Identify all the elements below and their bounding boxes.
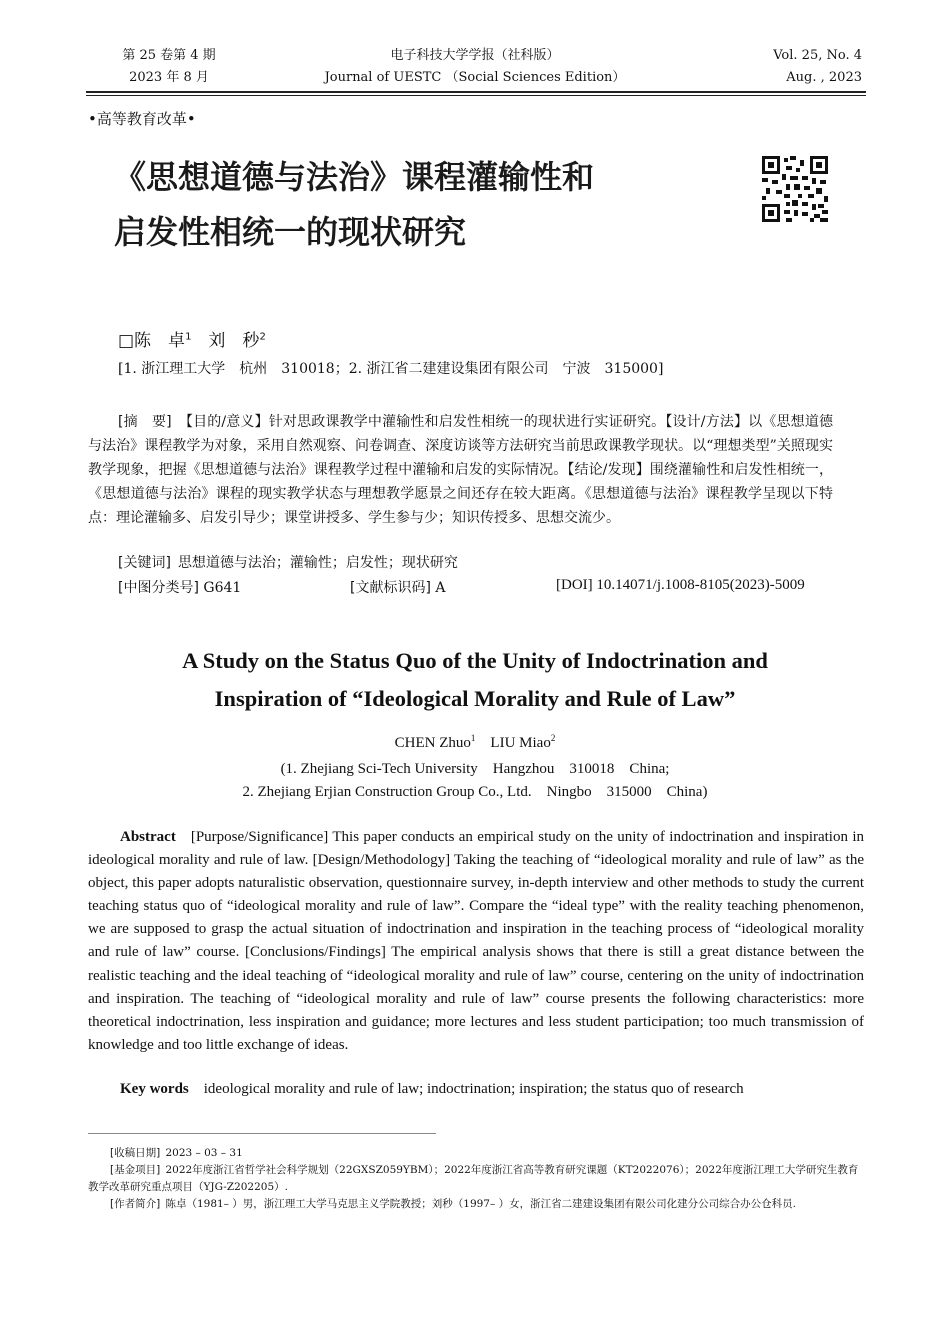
article-title-cn [114, 150, 754, 260]
author-bio-label: [作者简介] [110, 1198, 161, 1210]
received-label: [收稿日期] [110, 1147, 161, 1159]
journal-issue [94, 45, 244, 89]
author-cn-1: □陈 卓 [118, 331, 186, 351]
issue-date: 2023 年 8 月 [129, 70, 209, 85]
abstract-cn-label: [摘 要] [118, 414, 172, 430]
keywords-cn [118, 552, 458, 572]
doi[interactable]: [DOI] 10.14071/j.1008-8105(2023)-5009 [556, 577, 805, 593]
journal-name [280, 45, 670, 89]
keywords-en-text: ideological morality and rule of law; indoctrination; inspiration; the status quo of research [203, 1081, 744, 1097]
footnote-received [88, 1145, 864, 1162]
affiliation-cn: [1. 浙江理工大学 杭州 310018；2. 浙江省二建建设集团有限公司 宁波 315000] [118, 361, 664, 377]
fund-value: 2022年度浙江省哲学社会科学规划（22GXSZ059YBM）；2022年度浙江省高等教育研究课题（KT2022076）；2022年度浙江理工大学研究生教育教学改革研究重点项目（YJG-Z202205）. [88, 1164, 859, 1193]
qr-code-icon[interactable] [762, 156, 828, 222]
keywords-en-label: Key words [120, 1081, 189, 1097]
author-en-1: CHEN Zhuo [394, 735, 471, 751]
journal-name-en: Journal of UESTC （Social Sciences Edition） [324, 70, 626, 85]
author-en-1-affil: 1 [470, 733, 476, 743]
received-value: 2023 – 03 – 31 [165, 1147, 243, 1159]
abstract-cn [88, 410, 833, 530]
keywords-cn-label: [关键词] [118, 555, 171, 571]
document-code [350, 577, 446, 597]
author-bio-value: 陈卓（1981– ）男，浙江理工大学马克思主义学院教授；刘秒（1997– ）女，浙江省二建建设集团有限公司化建分公司综合办公仓科员. [165, 1198, 796, 1210]
doc-code-label: [文献标识码] [350, 580, 431, 596]
footnotes [88, 1145, 864, 1213]
abstract-en-text: [Purpose/Significance] This paper conducts an empirical study on the unity of indoctrination and inspiration in ideological morality and rule of law. [Design/Methodology] Taking the teaching of “ideological morality and rule of law” as the object, this paper adopts naturalistic observation, questionnaire survey, in-depth interview and other methods to study the current teaching status quo of “ideological morality and rule of law”. Compare the “ideal type” with the reality teaching phenomenon, we are supposed to grasp the actual situation of indoctrination and inspiration in the teaching process of “ideological morality and rule of law” course. [Conclusions/Findings] The empirical analysis shows that there is still a great distance between the realistic teaching and the ideal teaching of “ideological morality and rule of law” course, centering on the unity of indoctrination and inspiration. The teaching of “ideological morality and rule of law” course presents the following characteristics: more theoretical indoctrination, less inspiration and guidance; more lectures and less student participation; too much transmission of knowledge and too little exchange of ideas. [88, 829, 864, 1053]
header-rule-thin [86, 95, 866, 96]
clc-value: G641 [203, 580, 242, 596]
clc-label: [中图分类号] [118, 580, 199, 596]
author-cn-2: 刘 秒 [191, 331, 260, 351]
column-tag: •高等教育改革• [88, 110, 196, 128]
affiliation-en-line2: 2. Zhejiang Erjian Construction Group Co., Ltd. Ningbo 315000 China) [242, 784, 708, 800]
clc-number [118, 577, 241, 597]
author-en-2: LIU Miao [490, 735, 551, 751]
abstract-cn-text: 【目的/意义】针对思政课教学中灌输性和启发性相统一的现状进行实证研究。【设计/方法】以《思想道德与法治》课程教学为对象，采用自然观察、问卷调查、深度访谈等方法研究当前思政课教学现状。以“理想类型”关照现实教学现象，把握《思想道德与法治》课程教学过程中灌输和启发的实际情况。【结论/发现】围绕灌输性和启发性相统一，《思想道德与法治》课程的现实教学状态与理想教学愿景之间还存在较大距离。《思想道德与法治》课程教学呈现以下特点：理论灌输多、启发引导少；课堂讲授多、学生参与少；知识传授多、思想交流少。 [88, 414, 833, 526]
keywords-cn-text: 思想道德与法治；灌输性；启发性；现状研究 [177, 555, 458, 571]
author-en-2-affil: 2 [550, 733, 556, 743]
title-cn-line1: 《思想道德与法治》课程灌输性和 [114, 158, 595, 196]
author-cn-1-affil: 1 [185, 331, 192, 343]
journal-issue-en [700, 45, 862, 89]
article-title-en [88, 642, 862, 718]
footnote-fund [88, 1162, 864, 1196]
footnote-author [88, 1196, 864, 1213]
author-cn-2-affil: 2 [259, 331, 266, 343]
issue-volume: 第 25 卷第 4 期 [122, 48, 216, 63]
keywords-en [120, 1081, 744, 1098]
fund-label: [基金项目] [110, 1164, 161, 1176]
header-rule-thick [86, 91, 866, 93]
authors-cn [118, 326, 266, 351]
affiliation-en [88, 758, 862, 804]
abstract-en-label: Abstract [120, 829, 176, 845]
journal-name-cn: 电子科技大学学报（社科版） [390, 48, 560, 63]
issue-date-en: Aug. , 2023 [786, 70, 862, 85]
title-en-line1: A Study on the Status Quo of the Unity of Indoctrination and [182, 648, 768, 673]
title-cn-line2: 启发性相统一的现状研究 [114, 213, 467, 251]
doc-code-value: A [435, 580, 446, 596]
abstract-en [88, 826, 864, 1057]
footnote-rule [88, 1133, 436, 1134]
title-en-line2: Inspiration of “Ideological Morality and Rule of Law” [214, 686, 736, 711]
affiliation-en-line1: (1. Zhejiang Sci-Tech University Hangzhou 310018 China; [280, 761, 670, 777]
issue-volume-en: Vol. 25, No. 4 [773, 48, 862, 63]
authors-en [88, 733, 862, 752]
